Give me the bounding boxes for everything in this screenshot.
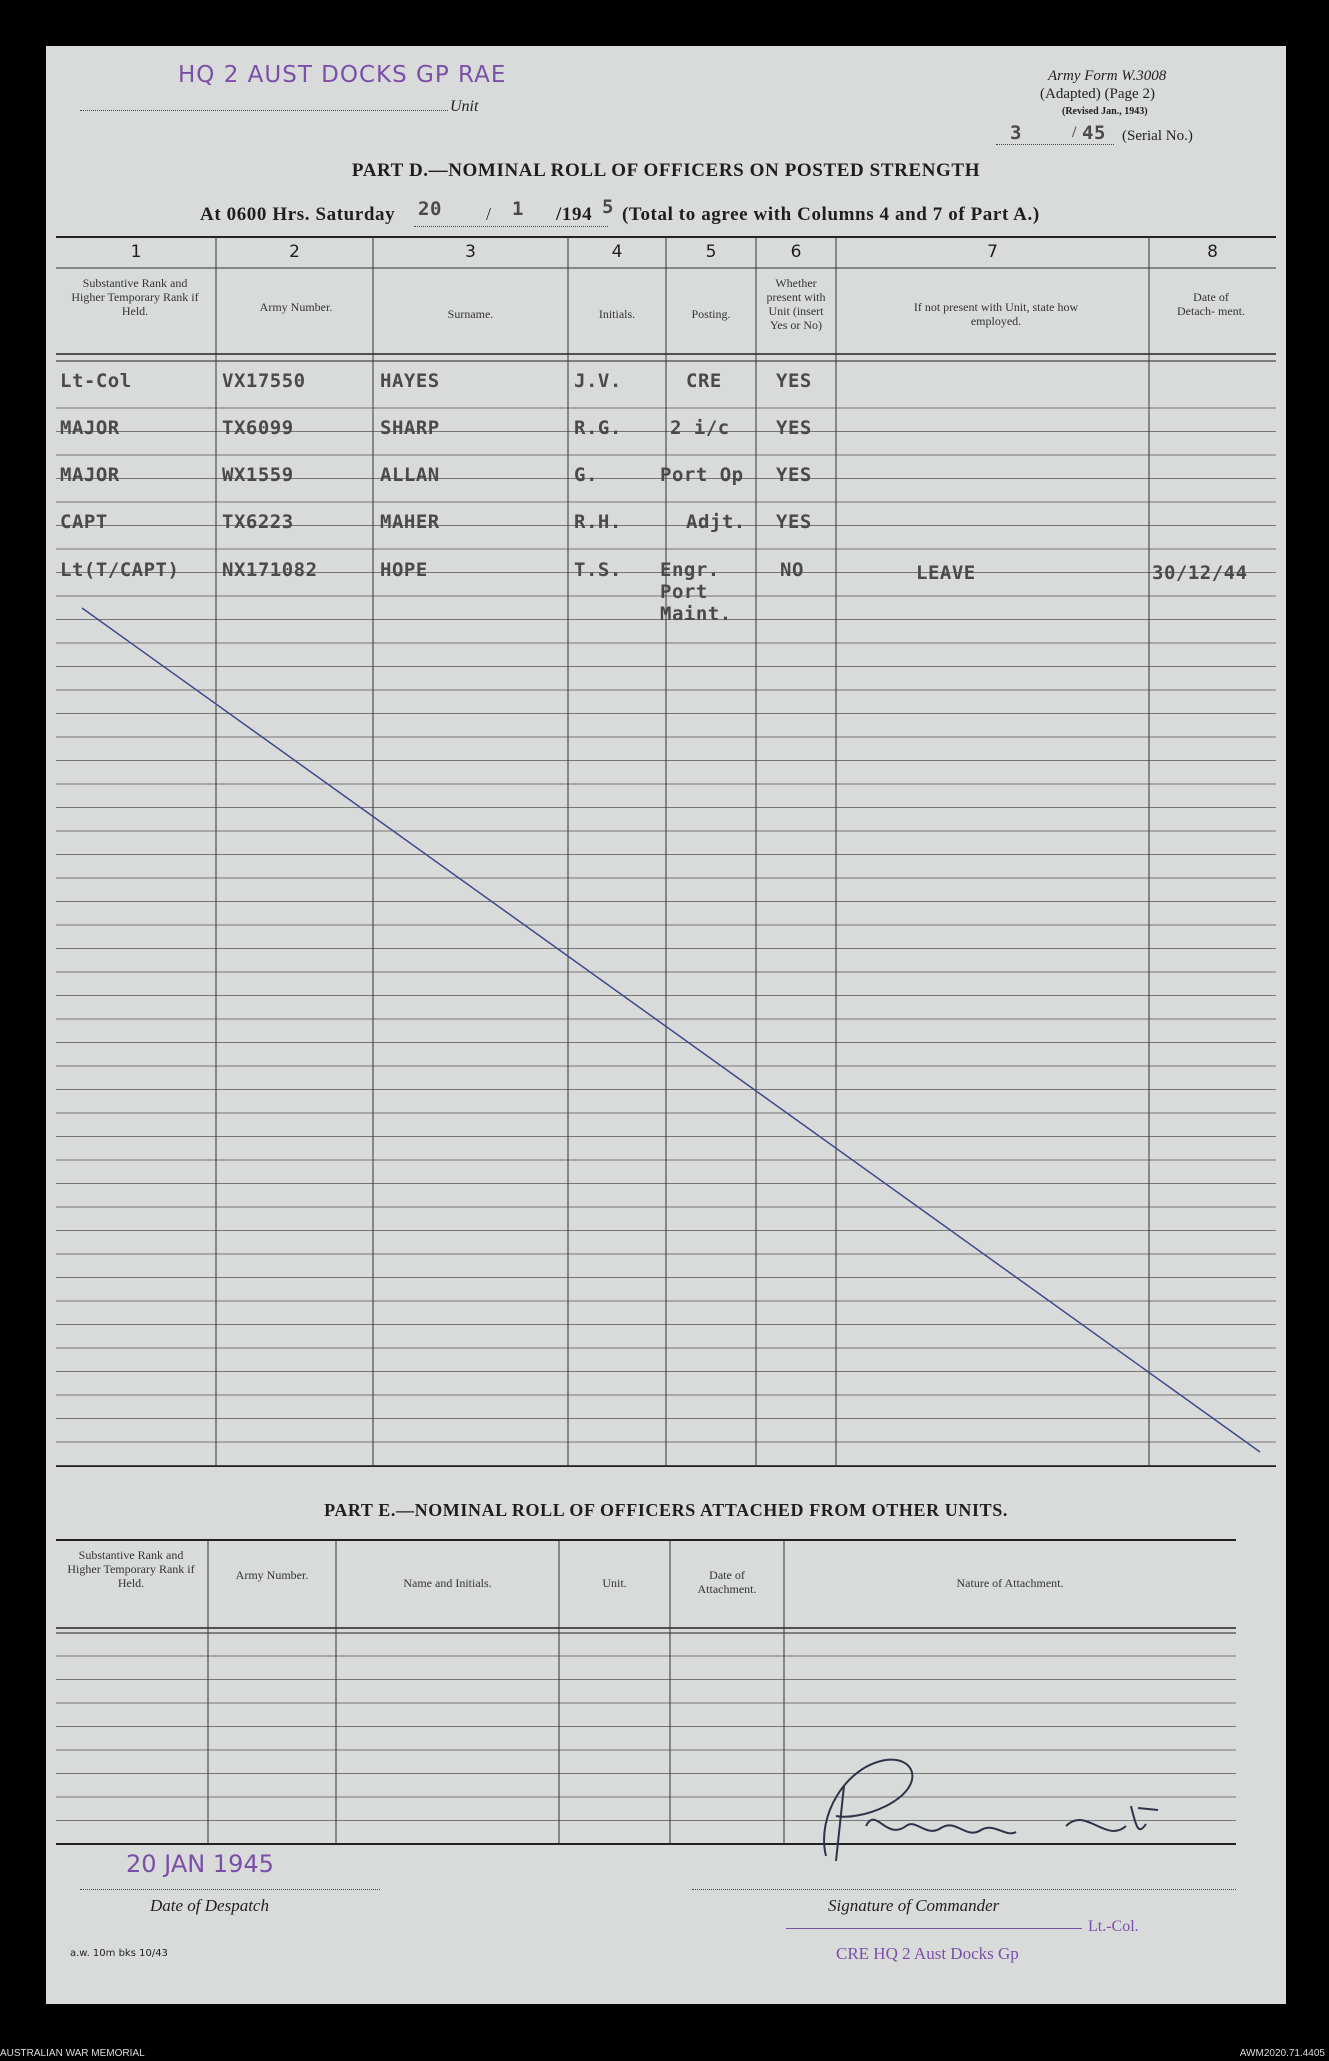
date-day: 20 (418, 198, 442, 220)
e-header-unit: Unit. (602, 1576, 627, 1590)
cell-rank: Lt(T/CAPT) (60, 559, 180, 581)
e-header-army-number: Army Number. (235, 1568, 309, 1582)
cell-surname: HOPE (380, 559, 428, 581)
col-num-1: 1 (130, 242, 142, 262)
e-header-rank: Substantive Rank and Higher Temporary Rank if Held. (67, 1548, 195, 1590)
cell-present: YES (776, 417, 812, 439)
date-month: 1 (512, 198, 524, 220)
cell-surname: SHARP (380, 417, 440, 439)
date-prefix: At 0600 Hrs. Saturday (200, 204, 396, 225)
cell-army-number: TX6223 (222, 511, 294, 533)
col-header-rank: Substantive Rank and Higher Temporary Rank if Held. (71, 276, 199, 318)
cell-initials: G. (574, 464, 598, 486)
cell-army-number: TX6099 (222, 417, 294, 439)
cell-army-number: WX1559 (222, 464, 294, 486)
part-e-title: PART E.—NOMINAL ROLL OF OFFICERS ATTACHED FROM OTHER UNITS. (324, 1500, 1008, 1520)
form-page (46, 46, 1286, 2004)
col-header-employed: If not present with Unit, state how employed. (913, 300, 1079, 328)
form-title: Army Form W.3008 (1048, 68, 1167, 84)
col-header-posting: Posting. (691, 307, 731, 321)
col-num-7: 7 (987, 242, 998, 262)
cell-posting: CRE (686, 370, 722, 392)
signature-underline (692, 1889, 1236, 1890)
date-suffix: (Total to agree with Columns 4 and 7 of Part A.) (622, 204, 1040, 225)
serial-year: 45 (1082, 122, 1106, 144)
col-num-5: 5 (705, 242, 717, 262)
form-revised: (Revised Jan., 1943) (1062, 106, 1148, 117)
col-num-3: 3 (465, 242, 476, 262)
cell-initials: T.S. (574, 559, 622, 581)
cell-initials: R.G. (574, 417, 622, 439)
date-sep1: / (486, 204, 492, 224)
date-year-digit: 5 (602, 196, 614, 218)
col-num-6: 6 (790, 242, 802, 262)
cell-army-number: VX17550 (222, 370, 306, 392)
serial-label: (Serial No.) (1122, 128, 1193, 144)
cell-present: YES (776, 511, 812, 533)
cell-posting: 2 i/c (670, 417, 730, 439)
cell-rank: CAPT (60, 511, 108, 533)
cell-initials: R.H. (574, 511, 622, 533)
cell-posting: Engr. Port Maint. (660, 559, 732, 625)
e-header-name: Name and Initials. (403, 1576, 492, 1590)
form-adapted: (Adapted) (Page 2) (1040, 86, 1155, 102)
cell-posting: Port Op (660, 464, 744, 486)
rank-stamp-line (786, 1928, 1082, 1929)
cell-employed: LEAVE (916, 562, 976, 584)
cell-army-number: NX171082 (222, 559, 318, 581)
e-header-attach-date: Date of Attachment. (697, 1568, 757, 1596)
serial-sep: / (1072, 124, 1077, 141)
strike-line (82, 608, 1260, 1452)
commander-signature (766, 1746, 1246, 1876)
unit-stamp: HQ 2 AUST DOCKS GP RAE (178, 62, 507, 88)
cell-present: YES (776, 370, 812, 392)
despatch-date-stamp: 20 JAN 1945 (126, 1850, 274, 1878)
col-num-2: 2 (289, 242, 300, 262)
cell-rank: MAJOR (60, 464, 120, 486)
despatch-underline (80, 1889, 380, 1890)
cell-rank: MAJOR (60, 417, 120, 439)
credit-right: AWM2020.71.4405 (1239, 2048, 1325, 2059)
e-header-nature: Nature of Attachment. (956, 1576, 1064, 1590)
cell-surname: ALLAN (380, 464, 440, 486)
unit-label: Unit (450, 98, 479, 115)
cell-rank: Lt-Col (60, 370, 132, 392)
cell-present: YES (776, 464, 812, 486)
col-header-initials: Initials. (598, 307, 636, 321)
cell-detach-date: 30/12/44 (1152, 562, 1248, 584)
col-num-8: 8 (1207, 242, 1218, 262)
cell-present: NO (780, 559, 804, 581)
col-header-detach-date: Date of Detach- ment. (1177, 290, 1245, 318)
part-d-grid (46, 46, 1286, 2004)
serial-number: 3 (1010, 122, 1022, 144)
signature-label: Signature of Commander (828, 1896, 1000, 1915)
print-code: a.w. 10m bks 10/43 (70, 1948, 168, 1959)
col-num-4: 4 (611, 242, 623, 262)
rank-stamp: Lt.-Col. (1088, 1918, 1139, 1935)
credit-left: AUSTRALIAN WAR MEMORIAL (0, 2048, 145, 2059)
part-d-title: PART D.—NOMINAL ROLL OF OFFICERS ON POSTED STRENGTH (351, 160, 981, 181)
cell-initials: J.V. (574, 370, 622, 392)
date-sep2: /194 (556, 204, 593, 225)
cell-surname: HAYES (380, 370, 440, 392)
despatch-label: Date of Despatch (150, 1896, 269, 1915)
col-header-present: Whether present with Unit (insert Yes or No) (766, 276, 826, 332)
unit-signature-stamp: CRE HQ 2 Aust Docks Gp (836, 1944, 1019, 1963)
col-header-surname: Surname. (447, 307, 494, 321)
col-header-army-number: Army Number. (259, 300, 333, 314)
cell-surname: MAHER (380, 511, 440, 533)
cell-posting: Adjt. (686, 511, 746, 533)
